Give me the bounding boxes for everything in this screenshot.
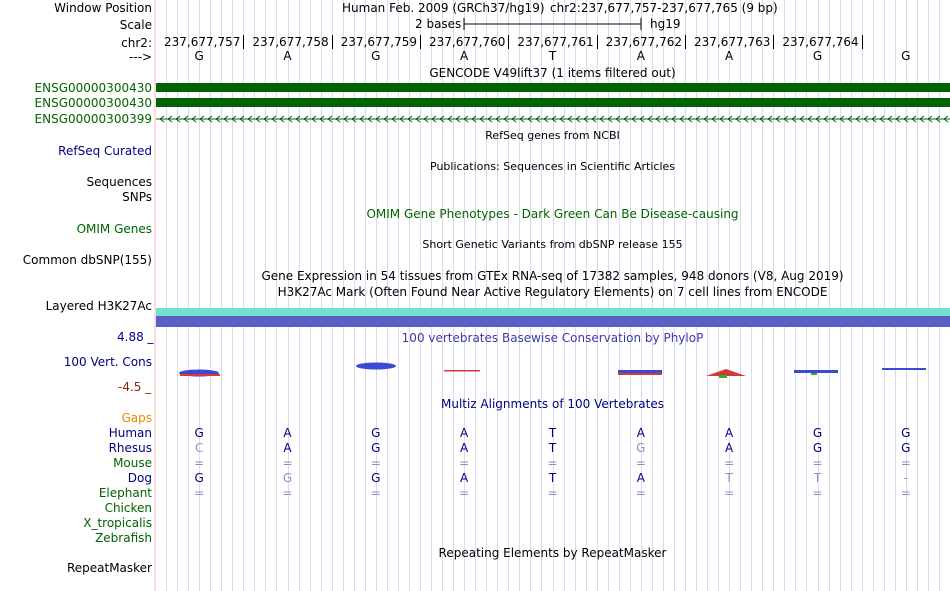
- alignment-base: C: [194, 441, 204, 455]
- species-label[interactable]: Rhesus: [108, 441, 152, 455]
- base-letter: G: [371, 49, 381, 63]
- omim-title: OMIM Gene Phenotypes - Dark Green Can Be Disease-causing: [366, 207, 739, 221]
- base-letter: T: [548, 49, 557, 63]
- position-label: 237,677,762: [605, 35, 682, 49]
- gencode-item-2[interactable]: ENSG00000300430: [34, 96, 152, 110]
- alignment-base: =: [194, 486, 205, 500]
- alignment-base: G: [636, 441, 646, 455]
- alignment-base: T: [548, 471, 557, 485]
- alignment-base: =: [635, 456, 646, 470]
- scale-db: hg19: [650, 17, 681, 31]
- gencode-gene-bar-2[interactable]: [156, 98, 950, 107]
- refseq-title: RefSeq genes from NCBI: [485, 129, 620, 142]
- phylop-mark-2: [356, 363, 396, 370]
- phylop-max: 4.88 _: [117, 330, 154, 344]
- dbsnp-label[interactable]: Common dbSNP(155): [22, 253, 152, 267]
- alignment-base: =: [900, 456, 911, 470]
- window-position-label: Window Position: [54, 1, 152, 15]
- base-letter: A: [725, 49, 734, 63]
- h3k27ac-title: H3K27Ac Mark (Often Found Near Active Regulatory Elements) on 7 cell lines from ENCODE: [277, 285, 828, 299]
- alignment-base: G: [194, 471, 204, 485]
- alignment-base: G: [901, 441, 911, 455]
- alignment-base: T: [548, 426, 557, 440]
- alignment-base: G: [901, 426, 911, 440]
- h3k27ac-label[interactable]: Layered H3K27Ac: [45, 299, 152, 313]
- publications-title: Publications: Sequences in Scientific Articles: [430, 160, 675, 173]
- base-letter: A: [636, 49, 645, 63]
- alignment-base: T: [548, 441, 557, 455]
- gencode-item-1[interactable]: ENSG00000300430: [34, 81, 152, 95]
- position-tick: [420, 35, 421, 49]
- alignment-base: =: [724, 486, 735, 500]
- h3k27ac-signal-teal: [156, 308, 950, 316]
- repeatmasker-label[interactable]: RepeatMasker: [66, 561, 152, 575]
- species-label[interactable]: X_tropicalis: [83, 516, 152, 530]
- alignment-base: =: [812, 486, 823, 500]
- position-label: 237,677,763: [694, 35, 771, 49]
- omim-label[interactable]: OMIM Genes: [76, 222, 152, 236]
- position-label: 237,677,757: [164, 35, 241, 49]
- alignment-base: A: [725, 441, 734, 455]
- base-letter: A: [283, 49, 292, 63]
- species-label[interactable]: Dog: [127, 471, 152, 485]
- gencode-intron-line[interactable]: [156, 114, 950, 124]
- repeatmasker-title: Repeating Elements by RepeatMasker: [438, 546, 667, 560]
- refseq-label[interactable]: RefSeq Curated: [58, 144, 152, 158]
- species-label[interactable]: Elephant: [98, 486, 152, 500]
- position-label: 237,677,760: [429, 35, 506, 49]
- alignment-base: =: [282, 486, 293, 500]
- scale-bar: [463, 17, 643, 31]
- alignment-base: G: [812, 426, 823, 440]
- alignment-base: =: [900, 486, 911, 500]
- position-tick: [685, 35, 686, 49]
- alignment-base: T: [813, 471, 822, 485]
- position-tick: [862, 35, 863, 49]
- scale-label: Scale: [119, 18, 152, 32]
- scale-text: 2 bases: [415, 17, 462, 31]
- alignment-base: G: [812, 441, 823, 455]
- multiz-title: Multiz Alignments of 100 Vertebrates: [440, 397, 665, 411]
- alignment-base: =: [370, 486, 381, 500]
- alignment-base: =: [459, 486, 470, 500]
- position-tick: [243, 35, 244, 49]
- position-label: 237,677,759: [340, 35, 417, 49]
- position-tick: [332, 35, 333, 49]
- alignment-base: G: [371, 426, 381, 440]
- phylop-mark-6: [882, 368, 926, 370]
- alignment-base: A: [636, 426, 645, 440]
- alignment-base: A: [283, 441, 292, 455]
- alignment-base: =: [194, 456, 205, 470]
- alignment-base: A: [460, 426, 469, 440]
- alignment-base: -: [903, 471, 908, 485]
- alignment-base: G: [371, 471, 381, 485]
- phylop-mark-3: [618, 370, 662, 373]
- alignment-base: A: [725, 426, 734, 440]
- alignment-base: A: [460, 471, 469, 485]
- alignment-base: A: [283, 426, 292, 440]
- gencode-gene-bar-1[interactable]: [156, 83, 950, 92]
- base-letter: G: [901, 49, 911, 63]
- alignment-base: T: [725, 471, 733, 485]
- dbsnp-title: Short Genetic Variants from dbSNP release 155: [422, 238, 683, 251]
- base-letter: G: [812, 49, 823, 63]
- species-label[interactable]: Chicken: [104, 501, 152, 515]
- alignment-base: =: [547, 456, 558, 470]
- alignment-base: =: [370, 456, 381, 470]
- phylop-logo: [156, 358, 950, 384]
- position-tick: [597, 35, 598, 49]
- alignment-base: =: [547, 486, 558, 500]
- alignment-base: =: [635, 486, 646, 500]
- gaps-label[interactable]: Gaps: [121, 411, 152, 425]
- strand-label: --->: [128, 50, 152, 64]
- alignment-base: =: [724, 456, 735, 470]
- position-label: 237,677,764: [782, 35, 859, 49]
- gencode-title: GENCODE V49lift37 (1 items filtered out): [429, 66, 676, 80]
- position-tick: [773, 35, 774, 49]
- position-label: 237,677,761: [517, 35, 594, 49]
- phylop-label[interactable]: 100 Vert. Cons: [63, 355, 152, 369]
- alignment-base: A: [636, 471, 645, 485]
- gtex-title: Gene Expression in 54 tissues from GTEx RNA-seq of 17382 samples, 948 donors (V8, Aug 2019): [261, 269, 844, 283]
- species-label[interactable]: Zebrafish: [95, 531, 152, 545]
- phylop-min: -4.5 _: [118, 380, 152, 394]
- alignment-base: =: [812, 456, 823, 470]
- alignment-base: A: [460, 441, 469, 455]
- alignment-base: G: [194, 426, 204, 440]
- position-tick: [508, 35, 509, 49]
- phylop-mark-4: [706, 369, 746, 376]
- phylop-mark-5: [794, 370, 838, 373]
- snps-label[interactable]: SNPs: [122, 190, 152, 204]
- alignment-base: G: [282, 471, 293, 485]
- sequences-label[interactable]: Sequences: [86, 175, 152, 189]
- position-label: 237,677,758: [252, 35, 329, 49]
- h3k27ac-signal-purple: [156, 316, 950, 327]
- phylop-title: 100 vertebrates Basewise Conservation by PhyloP: [401, 331, 704, 345]
- assembly-text: Human Feb. 2009 (GRCh37/hg19): [342, 1, 545, 15]
- gencode-item-3[interactable]: ENSG00000300399: [34, 112, 152, 126]
- alignment-base: =: [459, 456, 470, 470]
- alignment-base: =: [282, 456, 293, 470]
- base-letter: G: [194, 49, 204, 63]
- alignment-base: G: [371, 441, 381, 455]
- base-letter: A: [460, 49, 469, 63]
- species-label[interactable]: Human: [108, 426, 152, 440]
- species-label[interactable]: Mouse: [113, 456, 152, 470]
- position-text: chr2:237,677,757-237,677,765 (9 bp): [550, 1, 778, 15]
- chrom-label: chr2:: [121, 36, 152, 50]
